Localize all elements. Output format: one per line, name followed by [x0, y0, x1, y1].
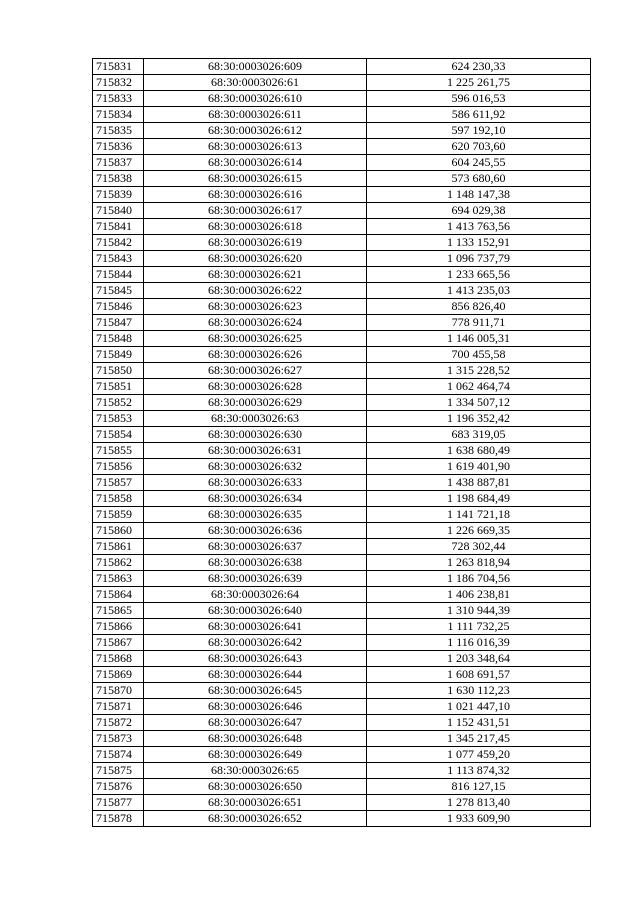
table-row	[93, 203, 591, 219]
cadastral-number-cell: 68:30:0003026:64	[144, 587, 367, 603]
table-row	[93, 539, 591, 555]
cadastral-value-cell: 1 198 684,49	[367, 491, 591, 507]
row-id-cell: 715861	[93, 539, 144, 555]
row-id-cell: 715856	[93, 459, 144, 475]
cadastral-number-cell: 68:30:0003026:617	[144, 203, 367, 219]
row-id-cell: 715853	[93, 411, 144, 427]
cadastral-number-cell: 68:30:0003026:648	[144, 731, 367, 747]
row-id-cell: 715867	[93, 635, 144, 651]
cadastral-number-cell: 68:30:0003026:610	[144, 91, 367, 107]
table-row	[93, 299, 591, 315]
table-row	[93, 731, 591, 747]
table-row	[93, 251, 591, 267]
cadastral-value-cell: 1 096 737,79	[367, 251, 591, 267]
row-id-cell: 715869	[93, 667, 144, 683]
cadastral-number-cell: 68:30:0003026:628	[144, 379, 367, 395]
row-id-cell: 715876	[93, 779, 144, 795]
row-id-cell: 715842	[93, 235, 144, 251]
row-id-cell: 715847	[93, 315, 144, 331]
row-id-cell: 715860	[93, 523, 144, 539]
row-id-cell: 715875	[93, 763, 144, 779]
table-row	[93, 619, 591, 635]
table-row	[93, 171, 591, 187]
table-row	[93, 443, 591, 459]
row-id-cell: 715839	[93, 187, 144, 203]
row-id-cell: 715846	[93, 299, 144, 315]
row-id-cell: 715844	[93, 267, 144, 283]
row-id-cell: 715834	[93, 107, 144, 123]
cadastral-value-cell: 624 230,33	[367, 59, 591, 75]
table-row	[93, 363, 591, 379]
row-id-cell: 715862	[93, 555, 144, 571]
cadastral-value-cell: 1 203 348,64	[367, 651, 591, 667]
row-id-cell: 715849	[93, 347, 144, 363]
cadastral-value-cell: 1 619 401,90	[367, 459, 591, 475]
cadastral-value-cell: 1 148 147,38	[367, 187, 591, 203]
table-row	[93, 155, 591, 171]
row-id-cell: 715863	[93, 571, 144, 587]
table-row	[93, 763, 591, 779]
table-row	[93, 331, 591, 347]
cadastral-value-cell: 778 911,71	[367, 315, 591, 331]
table-row	[93, 779, 591, 795]
row-id-cell: 715843	[93, 251, 144, 267]
cadastral-value-cell: 1 278 813,40	[367, 795, 591, 811]
cadastral-number-cell: 68:30:0003026:619	[144, 235, 367, 251]
row-id-cell: 715855	[93, 443, 144, 459]
cadastral-number-cell: 68:30:0003026:618	[144, 219, 367, 235]
cadastral-number-cell: 68:30:0003026:649	[144, 747, 367, 763]
row-id-cell: 715859	[93, 507, 144, 523]
table-row	[93, 555, 591, 571]
table-row	[93, 75, 591, 91]
row-id-cell: 715848	[93, 331, 144, 347]
table-row	[93, 475, 591, 491]
cadastral-number-cell: 68:30:0003026:614	[144, 155, 367, 171]
cadastral-value-cell: 1 933 609,90	[367, 811, 591, 827]
cadastral-number-cell: 68:30:0003026:646	[144, 699, 367, 715]
cadastral-number-cell: 68:30:0003026:629	[144, 395, 367, 411]
cadastral-value-cell: 1 406 238,81	[367, 587, 591, 603]
row-id-cell: 715865	[93, 603, 144, 619]
cadastral-value-cell: 1 310 944,39	[367, 603, 591, 619]
cadastral-value-cell: 1 225 261,75	[367, 75, 591, 91]
table-row	[93, 651, 591, 667]
table-row	[93, 235, 591, 251]
row-id-cell: 715831	[93, 59, 144, 75]
table-row	[93, 667, 591, 683]
table-row	[93, 747, 591, 763]
cadastral-number-cell: 68:30:0003026:636	[144, 523, 367, 539]
row-id-cell: 715871	[93, 699, 144, 715]
cadastral-number-cell: 68:30:0003026:633	[144, 475, 367, 491]
cadastral-number-cell: 68:30:0003026:623	[144, 299, 367, 315]
cadastral-value-cell: 1 334 507,12	[367, 395, 591, 411]
row-id-cell: 715851	[93, 379, 144, 395]
table-body	[93, 59, 591, 827]
cadastral-number-cell: 68:30:0003026:626	[144, 347, 367, 363]
cadastral-value-cell: 1 438 887,81	[367, 475, 591, 491]
cadastral-number-cell: 68:30:0003026:644	[144, 667, 367, 683]
cadastral-value-cell: 1 062 464,74	[367, 379, 591, 395]
cadastral-number-cell: 68:30:0003026:625	[144, 331, 367, 347]
table-row	[93, 427, 591, 443]
table-row	[93, 411, 591, 427]
cadastral-value-cell: 1 116 016,39	[367, 635, 591, 651]
cadastral-value-cell: 1 133 152,91	[367, 235, 591, 251]
table-row	[93, 699, 591, 715]
cadastral-number-cell: 68:30:0003026:651	[144, 795, 367, 811]
cadastral-value-cell: 728 302,44	[367, 539, 591, 555]
cadastral-number-cell: 68:30:0003026:637	[144, 539, 367, 555]
cadastral-value-cell: 1 638 680,49	[367, 443, 591, 459]
row-id-cell: 715837	[93, 155, 144, 171]
cadastral-value-cell: 1 111 732,25	[367, 619, 591, 635]
row-id-cell: 715841	[93, 219, 144, 235]
table-row	[93, 587, 591, 603]
row-id-cell: 715832	[93, 75, 144, 91]
cadastral-number-cell: 68:30:0003026:645	[144, 683, 367, 699]
cadastral-number-cell: 68:30:0003026:643	[144, 651, 367, 667]
table-row	[93, 683, 591, 699]
row-id-cell: 715858	[93, 491, 144, 507]
table-row	[93, 811, 591, 827]
table-row	[93, 267, 591, 283]
table-row	[93, 139, 591, 155]
cadastral-number-cell: 68:30:0003026:638	[144, 555, 367, 571]
cadastral-number-cell: 68:30:0003026:65	[144, 763, 367, 779]
cadastral-number-cell: 68:30:0003026:647	[144, 715, 367, 731]
table-row	[93, 379, 591, 395]
table-row	[93, 59, 591, 75]
cadastral-value-cell: 1 196 352,42	[367, 411, 591, 427]
cadastral-number-cell: 68:30:0003026:612	[144, 123, 367, 139]
cadastral-value-cell: 586 611,92	[367, 107, 591, 123]
row-id-cell: 715868	[93, 651, 144, 667]
cadastral-value-table	[92, 58, 591, 827]
row-id-cell: 715854	[93, 427, 144, 443]
cadastral-value-cell: 1 345 217,45	[367, 731, 591, 747]
cadastral-value-cell: 597 192,10	[367, 123, 591, 139]
table-row	[93, 91, 591, 107]
row-id-cell: 715836	[93, 139, 144, 155]
cadastral-number-cell: 68:30:0003026:627	[144, 363, 367, 379]
cadastral-number-cell: 68:30:0003026:611	[144, 107, 367, 123]
cadastral-number-cell: 68:30:0003026:609	[144, 59, 367, 75]
row-id-cell: 715873	[93, 731, 144, 747]
table-row	[93, 315, 591, 331]
table-row	[93, 459, 591, 475]
row-id-cell: 715852	[93, 395, 144, 411]
row-id-cell: 715866	[93, 619, 144, 635]
cadastral-number-cell: 68:30:0003026:61	[144, 75, 367, 91]
row-id-cell: 715877	[93, 795, 144, 811]
cadastral-value-cell: 816 127,15	[367, 779, 591, 795]
table-row	[93, 507, 591, 523]
cadastral-number-cell: 68:30:0003026:635	[144, 507, 367, 523]
cadastral-value-cell: 1 315 228,52	[367, 363, 591, 379]
row-id-cell: 715864	[93, 587, 144, 603]
table-row	[93, 571, 591, 587]
cadastral-number-cell: 68:30:0003026:621	[144, 267, 367, 283]
cadastral-value-cell: 1 413 763,56	[367, 219, 591, 235]
table-row	[93, 283, 591, 299]
table-row	[93, 523, 591, 539]
row-id-cell: 715850	[93, 363, 144, 379]
cadastral-value-cell: 1 152 431,51	[367, 715, 591, 731]
cadastral-number-cell: 68:30:0003026:640	[144, 603, 367, 619]
cadastral-number-cell: 68:30:0003026:634	[144, 491, 367, 507]
cadastral-value-cell: 1 263 818,94	[367, 555, 591, 571]
row-id-cell: 715857	[93, 475, 144, 491]
table-row	[93, 123, 591, 139]
cadastral-number-cell: 68:30:0003026:652	[144, 811, 367, 827]
cadastral-value-cell: 1 630 112,23	[367, 683, 591, 699]
cadastral-number-cell: 68:30:0003026:642	[144, 635, 367, 651]
row-id-cell: 715833	[93, 91, 144, 107]
row-id-cell: 715878	[93, 811, 144, 827]
cadastral-value-cell: 683 319,05	[367, 427, 591, 443]
cadastral-value-cell: 694 029,38	[367, 203, 591, 219]
cadastral-value-cell: 1 146 005,31	[367, 331, 591, 347]
cadastral-number-cell: 68:30:0003026:613	[144, 139, 367, 155]
cadastral-value-cell: 1 186 704,56	[367, 571, 591, 587]
cadastral-number-cell: 68:30:0003026:620	[144, 251, 367, 267]
table-row	[93, 795, 591, 811]
row-id-cell: 715838	[93, 171, 144, 187]
cadastral-value-cell: 596 016,53	[367, 91, 591, 107]
cadastral-value-cell: 604 245,55	[367, 155, 591, 171]
row-id-cell: 715840	[93, 203, 144, 219]
table-row	[93, 187, 591, 203]
cadastral-value-cell: 1 413 235,03	[367, 283, 591, 299]
cadastral-number-cell: 68:30:0003026:624	[144, 315, 367, 331]
cadastral-value-cell: 1 077 459,20	[367, 747, 591, 763]
cadastral-number-cell: 68:30:0003026:630	[144, 427, 367, 443]
cadastral-number-cell: 68:30:0003026:622	[144, 283, 367, 299]
cadastral-value-cell: 620 703,60	[367, 139, 591, 155]
table-row	[93, 395, 591, 411]
table-row	[93, 603, 591, 619]
row-id-cell: 715870	[93, 683, 144, 699]
cadastral-value-cell: 700 455,58	[367, 347, 591, 363]
cadastral-number-cell: 68:30:0003026:641	[144, 619, 367, 635]
cadastral-value-cell: 1 141 721,18	[367, 507, 591, 523]
cadastral-value-cell: 1 233 665,56	[367, 267, 591, 283]
cadastral-number-cell: 68:30:0003026:639	[144, 571, 367, 587]
table-row	[93, 347, 591, 363]
cadastral-value-cell: 856 826,40	[367, 299, 591, 315]
row-id-cell: 715845	[93, 283, 144, 299]
cadastral-number-cell: 68:30:0003026:631	[144, 443, 367, 459]
cadastral-number-cell: 68:30:0003026:63	[144, 411, 367, 427]
cadastral-value-cell: 1 021 447,10	[367, 699, 591, 715]
cadastral-value-cell: 1 113 874,32	[367, 763, 591, 779]
cadastral-number-cell: 68:30:0003026:615	[144, 171, 367, 187]
cadastral-value-cell: 1 226 669,35	[367, 523, 591, 539]
table-row	[93, 635, 591, 651]
cadastral-number-cell: 68:30:0003026:650	[144, 779, 367, 795]
table-row	[93, 715, 591, 731]
row-id-cell: 715874	[93, 747, 144, 763]
cadastral-number-cell: 68:30:0003026:616	[144, 187, 367, 203]
row-id-cell: 715835	[93, 123, 144, 139]
table-row	[93, 491, 591, 507]
cadastral-value-cell: 1 608 691,57	[367, 667, 591, 683]
table-row	[93, 219, 591, 235]
table-row	[93, 107, 591, 123]
cadastral-number-cell: 68:30:0003026:632	[144, 459, 367, 475]
row-id-cell: 715872	[93, 715, 144, 731]
cadastral-value-cell: 573 680,60	[367, 171, 591, 187]
